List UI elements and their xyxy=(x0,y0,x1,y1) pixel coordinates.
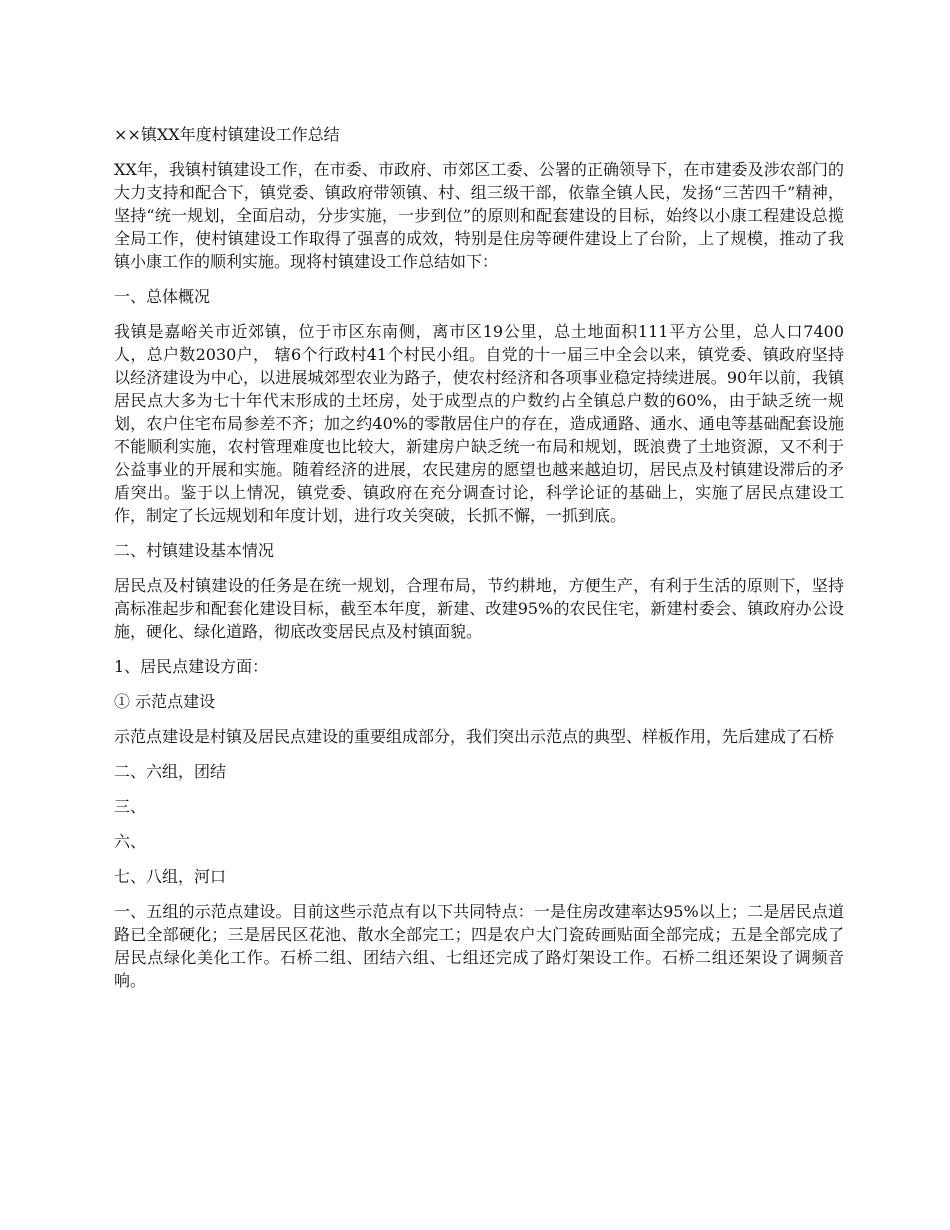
intro-paragraph: XX年，我镇村镇建设工作，在市委、市政府、市郊区工委、公署的正确领导下，在市建委及涉农部门的大力支持和配合下，镇党委、镇政府带领镇、村、组三级干部，依靠全镇人民，发扬“三苦四千”精神，坚持“统一规划，全面启动，分步实施，一步到位”的原则和配套建设的目标，始终以小康工程建设总揽全局工作，使村镇建设工作取得了强喜的成效，特别是住房等硬件建设上了台阶，上了规模，推动了我镇小康工作的顺利实施。现将村镇建设工作总结如下： xyxy=(114,160,844,271)
list-fragment-2: 三、 xyxy=(114,797,147,816)
section-heading-overview: 一、总体概况 xyxy=(114,287,211,306)
list-fragment-4: 七、八组，河口 xyxy=(114,867,227,886)
list-fragment-3: 六、 xyxy=(114,832,147,851)
section-heading-basic-situation: 二、村镇建设基本情况 xyxy=(114,541,275,560)
document-title: ××镇XX年度村镇建设工作总结 xyxy=(114,125,340,144)
basic-situation-paragraph: 居民点及村镇建设的任务是在统一规划，合理布局，节约耕地，方便生产，有利于生活的原则下，坚持高标准起步和配套化建设目标，截至本年度，新建、改建95%的农民住宅，新建村委会、镇政府办公设施，硬化、绿化道路，彻底改变居民点及村镇面貌。 xyxy=(114,576,844,641)
subheading-demonstration-sites: ① 示范点建设 xyxy=(114,692,216,711)
subheading-residential-construction: 1、居民点建设方面： xyxy=(114,657,269,676)
demonstration-paragraph: 示范点建设是村镇及居民点建设的重要组成部分，我们突出示范点的典型、样板作用，先后建成了石桥 xyxy=(114,727,835,746)
list-fragment-1: 二、六组，团结 xyxy=(114,762,227,781)
overview-paragraph: 我镇是嘉峪关市近郊镇，位于市区东南侧，离市区19公里，总土地面积111平方公里，总人口7400人，总户数2030户， 辖6个行政村41个村民小组。自党的十一届三中全会以来，镇党委、镇政府坚持以经济建设为中心，以进展城郊型农业为路子，使农村经济和各项事业稳定持续进展。90年以前，我镇居民点大多为七十年代末形成的土坯房，处于成型点的户数约占全镇总户数的60%，由于缺乏统一规划，农户住宅布局参差不齐；加之约40%的零散居住户的存在，造成通路、通水、通电等基础配套设施不能顺利实施，农村管理难度也比较大，新建房户缺乏统一布局和规划，既浪费了土地资源，又不利于公益事业的开展和实施。随着经济的进展，农民建房的愿望也越来越迫切，居民点及村镇建设滞后的矛盾突出。鉴于以上情况，镇党委、镇政府在充分调查讨论，科学论证的基础上，实施了居民点建设工作，制定了长远规划和年度计划，进行攻关突破，长抓不懈，一抓到底。 xyxy=(114,322,844,525)
document-body xyxy=(114,123,844,1004)
features-paragraph: 一、五组的示范点建设。目前这些示范点有以下共同特点：一是住房改建率达95%以上；二是居民点道路已全部硬化；三是居民区花池、散水全部完工；四是农户大门瓷砖画贴面全部完成；五是全部完成了居民点绿化美化工作。石桥二组、团结六组、七组还完成了路灯架设工作。石桥二组还架设了调频音响。 xyxy=(114,902,844,990)
